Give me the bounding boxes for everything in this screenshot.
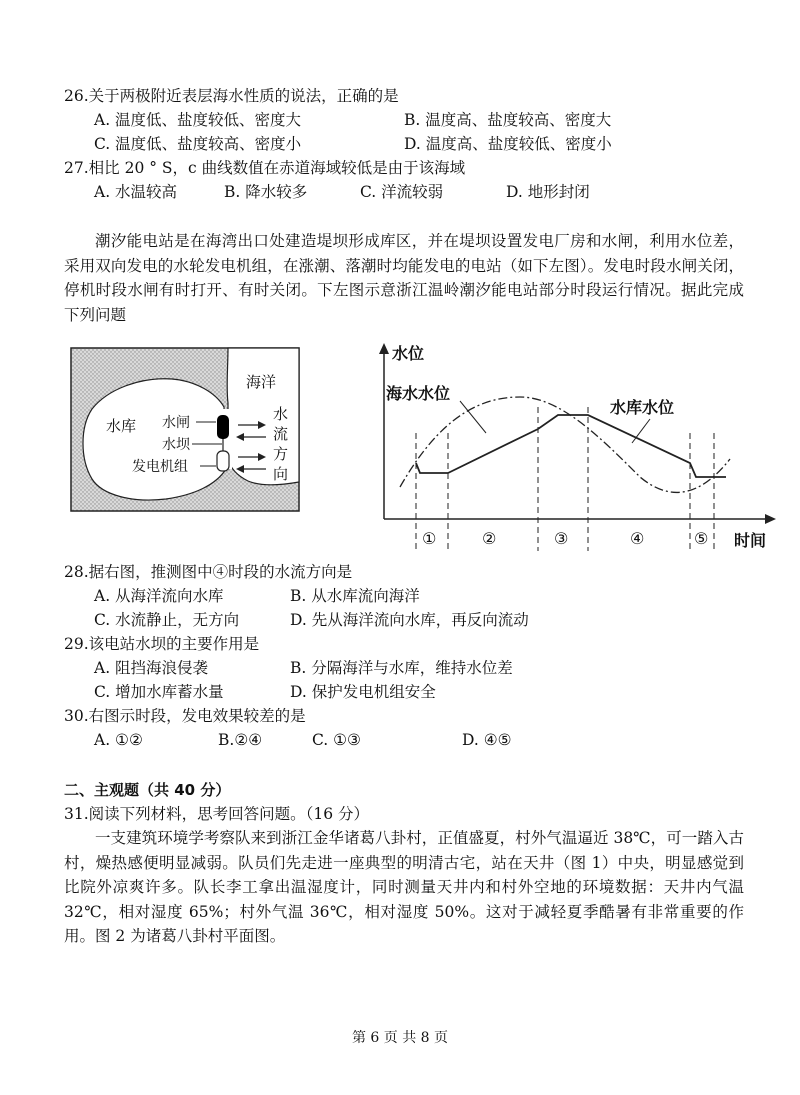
- q27-option-d: D. 地形封闭: [506, 183, 590, 201]
- x-axis-arrow: [765, 514, 776, 524]
- q28-option-a: A. 从海洋流向水库: [94, 587, 224, 605]
- flow-direction-char-4: 向: [273, 465, 289, 483]
- gate-symbol: [217, 415, 229, 439]
- reservoir-area: [83, 379, 226, 500]
- generator-symbol: [217, 451, 229, 471]
- period-3-label: ③: [554, 529, 569, 548]
- dam-label: 水坝: [162, 437, 190, 453]
- q29-option-d: D. 保护发电机组安全: [290, 683, 436, 701]
- q27-option-a: A. 水温较高: [94, 183, 178, 201]
- q27-option-b: B. 降水较多: [224, 183, 308, 201]
- flow-direction-char-3: 方: [273, 445, 289, 463]
- reservoir-level-line: [416, 415, 726, 477]
- flow-direction-char-1: 水: [273, 405, 289, 423]
- q28-option-b: B. 从水库流向海洋: [290, 587, 420, 605]
- generator-label: 发电机组: [132, 459, 188, 475]
- q28-option-c: C. 水流静止，无方向: [94, 611, 240, 629]
- q26-option-d: D. 温度高、盐度较低、密度小: [404, 135, 612, 153]
- period-5-label: ⑤: [694, 529, 709, 548]
- sea-level-label: 海水水位: [386, 384, 451, 403]
- q29-option-c: C. 增加水库蓄水量: [94, 683, 224, 701]
- q30-option-a: A. ①②: [94, 731, 143, 749]
- flow-direction-char-2: 流: [273, 425, 289, 443]
- material-paragraph: 潮汐能电站是在海湾出口处建造堤坝形成库区，并在堤坝设置发电厂房和水闸，利用水位差，采用双向发电的水轮发电机组，在涨潮、落潮时均能发电的电站（如下左图）。发电时段水闸关闭，停机时段水闸有时打开、有时关闭。下左图示意浙江温岭潮汐能电站部分时段运行情况。据此完成下列问题: [64, 232, 744, 324]
- q27-stem: 27.相比 20 ° S，c 曲线数值在赤道海域较低是由于该海域: [64, 159, 466, 177]
- gate-label: 水闸: [162, 415, 190, 431]
- y-axis-label: 水位: [392, 344, 425, 363]
- q30-option-d: D. ④⑤: [462, 731, 512, 749]
- period-4-label: ④: [630, 529, 645, 548]
- y-axis-arrow: [379, 343, 389, 354]
- reservoir-level-label: 水库水位: [610, 398, 675, 417]
- q31-paragraph: 一支建筑环境学考察队来到浙江金华诸葛八卦村，正值盛夏，村外气温逼近 38℃，可一踏入古村，燥热感便明显减弱。队员们先走进一座典型的明清古宅，站在天井（图 1）中央，明显感觉到比院外凉爽许多。队长李工拿出温湿度计，同时测量天井内和村外空地的环境数据：天井内气温 32℃，相对湿度 65%；村外气温 36℃，相对湿度 50%。这对于减轻夏季酷暑有非常重要的作用。图 2 为诸葛八卦村平面图。: [64, 829, 744, 946]
- period-1-label: ①: [422, 529, 437, 548]
- q28-option-d: D. 先从海洋流向水库，再反向流动: [290, 611, 529, 629]
- q26-option-a: A. 温度低、盐度较低、密度大: [94, 111, 302, 129]
- section-2-heading: 二、主观题（共 40 分）: [64, 781, 231, 799]
- q27-option-c: C. 洋流较弱: [360, 183, 444, 201]
- q29-option-a: A. 阻挡海浪侵袭: [94, 659, 209, 677]
- q29-stem: 29.该电站水坝的主要作用是: [64, 635, 260, 653]
- q31-stem: 31.阅读下列材料，思考回答问题。（16 分）: [64, 805, 370, 823]
- sea-level-curve: [400, 397, 730, 492]
- q26-stem: 26.关于两极附近表层海水性质的说法，正确的是: [64, 87, 399, 105]
- q26-option-c: C. 温度低、盐度较高、密度小: [94, 135, 302, 153]
- q30-option-b: B.②④: [218, 731, 263, 749]
- water-level-chart: [370, 337, 780, 557]
- q30-option-c: C. ①③: [312, 731, 361, 749]
- reservoir-label: 水库: [106, 417, 137, 435]
- q30-stem: 30.右图示时段，发电效果较差的是: [64, 707, 306, 725]
- q28-stem: 28.据右图，推测图中④时段的水流方向是: [64, 563, 353, 581]
- page-footer: 第 6 页 共 8 页: [351, 1030, 449, 1046]
- ocean-area: [227, 348, 299, 485]
- sea-level-leader: [460, 401, 486, 433]
- tidal-station-diagram: [70, 347, 300, 512]
- ocean-label: 海洋: [246, 373, 277, 391]
- q29-option-b: B. 分隔海洋与水库，维持水位差: [290, 659, 513, 677]
- period-2-label: ②: [482, 529, 497, 548]
- q26-option-b: B. 温度高、盐度较高、密度大: [404, 111, 612, 129]
- x-axis-label: 时间: [734, 531, 767, 550]
